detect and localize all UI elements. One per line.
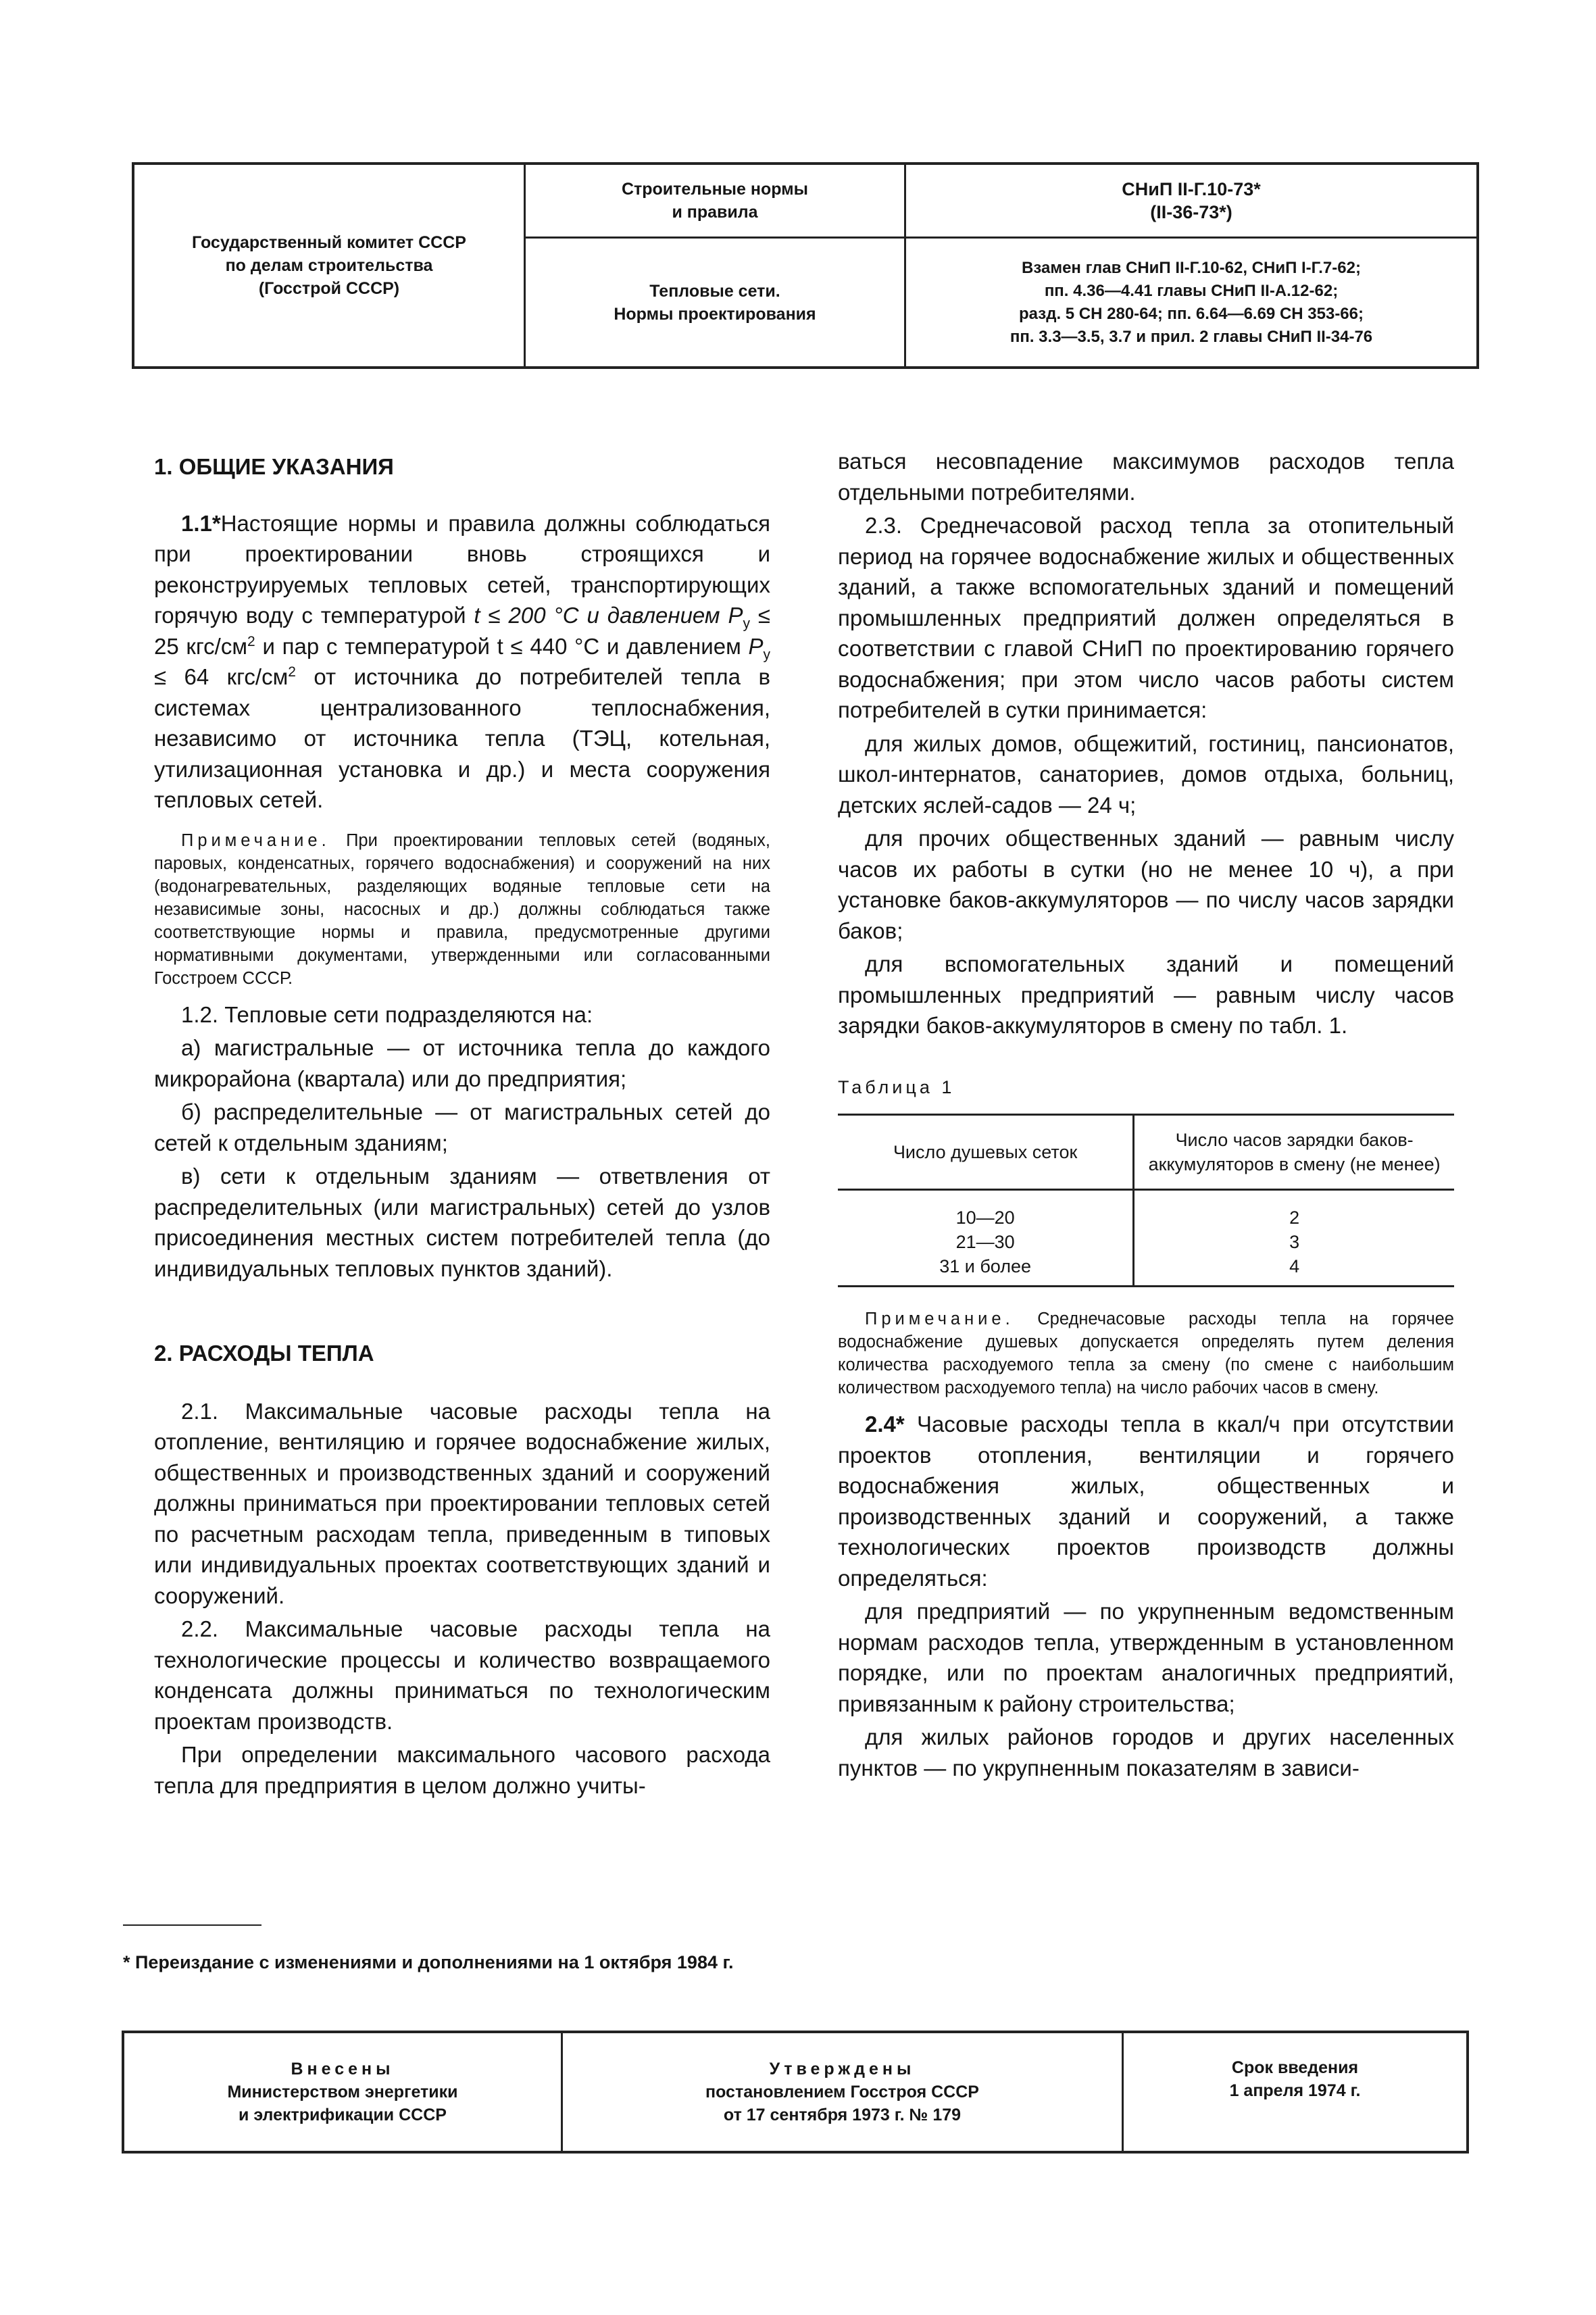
footer-approved — [563, 2033, 1122, 2151]
committee-line: по делам строительства — [225, 256, 433, 275]
clause-text: Тепловые сети подразделяются на: — [218, 1001, 593, 1027]
clause-text: ≤ 25 кгс/см — [154, 603, 770, 659]
paragraph-2-3-b: для прочих общественных зданий — равным числу часов их работы в сутки (но не менее 10 ч), а при установке баков-аккумуляторов — по числу часов зарядки баков; — [838, 826, 1454, 943]
section-1-title: 1. ОБЩИЕ УКАЗАНИЯ — [154, 454, 394, 479]
clause-text: Максимальные часовые расходы тепла на технологические процессы и количество возвращаемого конденсата должны приниматься по технологическим проектам производств. — [154, 1616, 770, 1734]
table-row — [838, 1230, 1454, 1254]
clause-text: Максимальные часовые расходы тепла на отопление, вентиляцию и горячее водоснабжение жилых, общественных и производственных зданий и сооружений должны приниматься при проектировании тепловых сетей по расчетным расходам тепла, приведенным в типовых или индивидуальных проектах соответствующих зданий и сооружений. — [154, 1398, 770, 1608]
clause-text: от источника до потребителей тепла в системах централизованного теплоснабжения, независимо от источника тепла (ТЭЦ, котельная, утилизационная установка и др.) и места сооружения тепловых сетей. — [154, 664, 770, 812]
approved-label: Утверждены — [769, 2060, 916, 2078]
table-header-cell: Число часов зарядки баков-аккумуляторов в смену (не менее) — [1148, 1130, 1441, 1174]
note-label: Примечание. — [865, 1310, 1014, 1328]
header-committee — [134, 165, 524, 366]
table-cell: 3 — [1289, 1232, 1300, 1252]
approved-line: от 17 сентября 1973 г. № 179 — [723, 2106, 962, 2124]
committee-line: Государственный комитет СССР — [192, 233, 466, 252]
table-header-cell: Число душевых сеток — [838, 1115, 1134, 1190]
title-line: Тепловые сети. — [649, 281, 780, 301]
symbol-p: P — [748, 633, 764, 659]
symbol-p: P — [728, 603, 743, 628]
header-doc-type — [526, 165, 904, 237]
clause-number: 1.2. — [181, 1001, 219, 1027]
paragraph-1-2-b: б) распределительные — от магистральных сетей до сетей к отдельным зданиям; — [154, 1099, 770, 1155]
superscript: 2 — [288, 664, 296, 680]
note-text: При проектировании тепловых сетей (водяных, паровых, конденсатных, горячего водоснабжения) и сооружений на них (водонагревательных, разделяющих водяные тепловые сети на независимые зоны, насосных и др.) должны соблюдаться также соответствующие нормы и правила, предусмотренные другими нормативными документами, утвержденными или согласованными Госстроем СССР. — [154, 830, 770, 988]
code-line: (II-36-73*) — [1150, 202, 1232, 222]
doc-type-line: и правила — [672, 203, 758, 222]
header-replaces — [906, 239, 1476, 366]
clause-number: 1.1* — [181, 510, 221, 536]
right-column — [838, 446, 1454, 1786]
introduced-line: Министерством энергетики — [227, 2083, 458, 2101]
table-cell: 2 — [1289, 1208, 1300, 1228]
note-label: Примечание. — [181, 830, 330, 850]
footnote: * Переиздание с изменениями и дополнениями на 1 октября 1984 г. — [123, 1952, 734, 1972]
table-caption: Таблица 1 — [838, 1076, 955, 1097]
section-2-title: 2. РАСХОДЫ ТЕПЛА — [154, 1341, 374, 1366]
footer-introduced — [124, 2033, 561, 2151]
approved-line: постановлением Госстроя СССР — [705, 2083, 979, 2101]
table-cell: 21—30 — [838, 1230, 1134, 1254]
code-line: СНиП II-Г.10-73* — [1122, 179, 1261, 199]
table-cell: 31 и более — [838, 1254, 1134, 1287]
clause-number: 2.3. — [865, 513, 903, 538]
paragraph-2-2-b: При определении максимального часового расхода тепла для предприятия в целом должно учиты- — [154, 1742, 770, 1798]
introduced-label: Внесены — [291, 2060, 395, 2078]
table-header-row — [838, 1115, 1454, 1190]
note-1 — [154, 829, 770, 990]
clause-number: 2.2. — [181, 1616, 219, 1641]
effective-label: Срок введения — [1231, 2058, 1359, 2077]
paragraph-2-1 — [154, 1396, 770, 1612]
introduced-line: и электрификации СССР — [239, 2106, 447, 2124]
clause-text: Часовые расходы тепла в ккал/ч при отсутствии проектов отопления, вентиляции и горячего водоснабжения жилых, общественных и производственных зданий и сооружений, а также технологических проектов производств должны определяться: — [838, 1412, 1454, 1591]
clause-text: ≤ 64 кгс/см — [154, 664, 289, 689]
title-line: Нормы проектирования — [614, 304, 816, 324]
paragraph-continued: ваться несовпадение максимумов расходов тепла отдельными потребителями. — [838, 449, 1454, 505]
replaces-line: пп. 4.36—4.41 главы СНиП II-А.12-62; — [1044, 281, 1339, 300]
table-1 — [838, 1114, 1454, 1287]
replaces-line: разд. 5 СН 280-64; пп. 6.64—6.69 СН 353-66; — [1018, 304, 1364, 323]
paragraph-2-4 — [838, 1409, 1454, 1593]
subscript: у — [743, 616, 750, 632]
superscript: 2 — [247, 633, 255, 649]
effective-date: 1 апреля 1974 г. — [1229, 2081, 1361, 2100]
note-text: Среднечасовые расходы тепла на горячее водоснабжение душевых допускается определять путем деления количества расходуемого тепла за смену (по смене с наибольшим количеством расходуемого тепла) на число рабочих часов в смену. — [838, 1310, 1454, 1397]
paragraph-2-3 — [838, 510, 1454, 726]
left-column — [154, 451, 770, 1803]
footer-effective — [1124, 2033, 1466, 2151]
header-title — [526, 239, 904, 366]
paragraph-2-2 — [154, 1614, 770, 1737]
paragraph-1-1 — [154, 508, 770, 816]
paragraph-1-2 — [154, 999, 770, 1030]
paragraph-2-4-b: для жилых районов городов и других населенных пунктов — по укрупненным показателям в зависи- — [838, 1724, 1454, 1781]
header-code — [906, 165, 1476, 237]
clause-text: t ≤ 200 °С и давлением — [474, 603, 728, 628]
clause-number: 2.1. — [181, 1398, 219, 1424]
paragraph-1-2-a: а) магистральные — от источника тепла до каждого микрорайона (квартала) или до предприятия; — [154, 1035, 770, 1091]
table-row — [838, 1254, 1454, 1287]
committee-line: (Госстрой СССР) — [258, 279, 400, 298]
footnote-rule — [123, 1924, 261, 1926]
clause-text: Среднечасовой расход тепла за отопительный период на горячее водоснабжение жилых и общественных зданий, а также вспомогательных зданий и помещений промышленных предприятий должен определяться в соответствии с главой СНиП по проектированию горячего водоснабжения; при этом число часов работы систем потребителей в сутки принимается: — [838, 513, 1454, 722]
doc-type-line: Строительные нормы — [621, 180, 809, 199]
replaces-line: пп. 3.3—3.5, 3.7 и прил. 2 главы СНиП II-34-76 — [1009, 327, 1373, 346]
clause-text: Настоящие нормы и правила должны соблюдаться при проектировании вновь строящихся и реконструируемых тепловых сетей, транспортирующих горячую воду с температурой — [154, 510, 770, 628]
table-cell: 10—20 — [838, 1190, 1134, 1230]
clause-number: 2.4* — [865, 1412, 905, 1437]
replaces-line: Взамен глав СНиП II-Г.10-62, СНиП I-Г.7-62; — [1022, 258, 1361, 277]
note-2 — [838, 1308, 1454, 1399]
paragraph-2-4-a: для предприятий — по укрупненным ведомственным нормам расходов тепла, утвержденным в установленном порядке, или по проектам аналогичных предприятий, привязанным к району строительства; — [838, 1599, 1454, 1716]
clause-text: и пар с температурой t ≤ 440 °С и давлением — [255, 633, 749, 659]
table-row — [838, 1190, 1454, 1230]
paragraph-1-2-c: в) сети к отдельным зданиям — ответвления от распределительных (или магистральных) сетей до узлов присоединения местных систем потребителей тепла (до индивидуальных тепловых пунктов зданий). — [154, 1164, 770, 1281]
subscript: у — [763, 647, 771, 663]
table-cell: 4 — [1289, 1256, 1300, 1276]
paragraph-2-3-c: для вспомогательных зданий и помещений промышленных предприятий — равным числу часов зарядки баков-аккумуляторов в смену по табл. 1. — [838, 951, 1454, 1038]
paragraph-2-3-a: для жилых домов, общежитий, гостиниц, пансионатов, школ-интернатов, санаториев, домов отдыха, больниц, детских яслей-садов — 24 ч; — [838, 730, 1454, 818]
